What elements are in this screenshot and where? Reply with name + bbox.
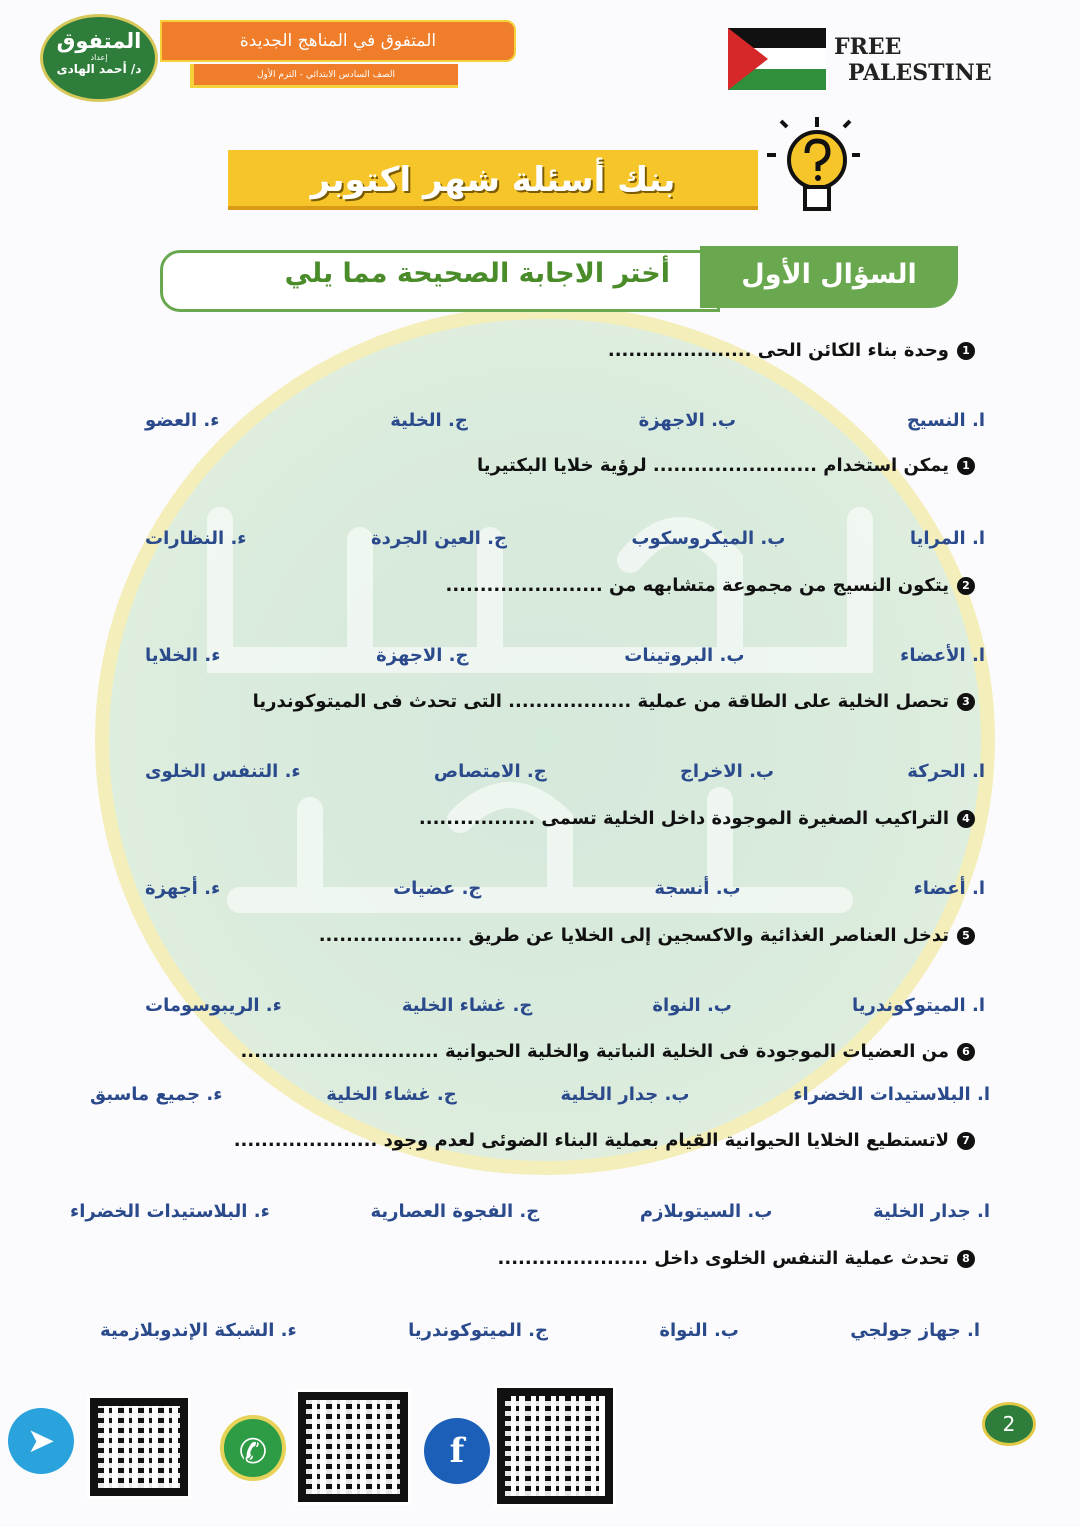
logo	[40, 14, 158, 102]
question-2	[477, 455, 975, 476]
options-7	[90, 1084, 990, 1105]
logo-prepared-by: إعداد	[90, 53, 108, 62]
options-3	[145, 645, 985, 666]
option-b[interactable]: ب. البروتينات	[624, 645, 745, 666]
option-a[interactable]: ا. الأعضاء	[900, 645, 985, 666]
question-text: لاتستطيع الخلايا الحيوانية القيام بعملية البناء الضوئى لعدم وجود .....................	[233, 1130, 949, 1151]
question-7	[240, 1041, 975, 1062]
option-b[interactable]: ب. جدار الخلية	[560, 1084, 690, 1105]
option-b[interactable]: ب. الاجهزة	[638, 410, 737, 431]
logo-name: المتفوق	[56, 29, 142, 53]
question-number: 4	[957, 810, 975, 828]
option-d[interactable]: ء. البلاستيدات الخضراء	[70, 1201, 270, 1222]
banner-subtitle: الصف السادس الابتدائي - الترم الأول	[190, 64, 458, 88]
facebook-icon[interactable]: f	[424, 1418, 490, 1484]
option-b[interactable]: ب. الميكروسكوب	[631, 528, 786, 549]
option-c[interactable]: ج. الميتوكوندريا	[408, 1320, 548, 1341]
option-b[interactable]: ب. أنسجة	[654, 878, 741, 899]
question-number: 8	[957, 1250, 975, 1268]
options-5	[145, 878, 985, 899]
option-a[interactable]: ا. المرايا	[909, 528, 985, 549]
question-number: 3	[957, 693, 975, 711]
question-text: يتكون النسيج من مجموعة متشابهه من .......................	[445, 575, 949, 596]
option-c[interactable]: ج. الاجهزة	[376, 645, 469, 666]
lightbulb-question-icon	[762, 115, 862, 225]
logo-author: د/ أحمد الهادى	[56, 62, 142, 76]
question-number: 2	[957, 577, 975, 595]
instruction-text: أختر الاجابة الصحيحة مما يلي	[284, 258, 670, 289]
option-a[interactable]: ا. أعضاء	[913, 878, 985, 899]
option-b[interactable]: ب. الاخراج	[679, 761, 775, 782]
option-a[interactable]: ا. جدار الخلية	[873, 1201, 990, 1222]
question-number: 6	[957, 1043, 975, 1061]
option-c[interactable]: ج. غشاء الخلية	[401, 995, 533, 1016]
palestine-text: PALESTINE	[848, 60, 992, 86]
question-number: 7	[957, 1132, 975, 1150]
option-d[interactable]: ء. أجهزة	[145, 878, 221, 899]
option-a[interactable]: ا. الحركة	[907, 761, 985, 782]
question-3	[446, 575, 976, 596]
option-c[interactable]: ج. الامتصاص	[433, 761, 547, 782]
option-c[interactable]: ج. عضيات	[393, 878, 482, 899]
options-8	[70, 1201, 990, 1222]
telegram-icon[interactable]: ➤	[8, 1408, 74, 1474]
question-text: من العضيات الموجودة فى الخلية النباتية والخلية الحيوانية .............................	[240, 1041, 949, 1062]
question-1	[608, 340, 975, 361]
option-c[interactable]: ج. غشاء الخلية	[326, 1084, 457, 1105]
question-text: التراكيب الصغيرة الموجودة داخل الخلية تسمى .................	[418, 808, 949, 829]
options-6	[145, 995, 985, 1016]
option-d[interactable]: ء. الريبوسومات	[145, 995, 282, 1016]
option-d[interactable]: ء. الشبكة الإندوبلازمية	[100, 1320, 297, 1341]
option-d[interactable]: ء. الخلايا	[145, 645, 221, 666]
free-text: FREE	[834, 34, 902, 60]
free-palestine-text	[830, 34, 992, 86]
page-title: بنك أسئلة شهر اكتوبر	[228, 150, 758, 210]
option-d[interactable]: ء. العضو	[145, 410, 220, 431]
question-9	[498, 1248, 975, 1269]
page-number: 2	[982, 1402, 1036, 1446]
question-4	[253, 691, 975, 712]
option-c[interactable]: ج. الخلية	[390, 410, 468, 431]
option-d[interactable]: ء. جميع ماسبق	[90, 1084, 223, 1105]
question-text: تحدث عملية التنفس الخلوى داخل ......................	[497, 1248, 949, 1269]
banner-title: المتفوق في المناهج الجديدة	[160, 20, 516, 62]
whatsapp-icon[interactable]: ✆	[220, 1415, 286, 1481]
qr-code-telegram[interactable]	[90, 1398, 188, 1496]
palestine-flag-icon	[728, 28, 826, 90]
option-a[interactable]: ا. النسيج	[906, 410, 985, 431]
question-number: 1	[957, 457, 975, 475]
option-b[interactable]: ب. النواة	[652, 995, 732, 1016]
question-section-tab: السؤال الأول	[700, 246, 958, 308]
qr-code-whatsapp[interactable]	[298, 1392, 408, 1502]
option-c[interactable]: ج. الفجوة العصارية	[370, 1201, 540, 1222]
option-d[interactable]: ء. التنفس الخلوى	[145, 761, 301, 782]
options-2	[145, 528, 985, 549]
question-text: يمكن استخدام ........................ لرؤية خلايا البكتيريا	[476, 455, 949, 476]
qr-code-facebook[interactable]	[497, 1388, 613, 1504]
option-b[interactable]: ب. السيتوبلازم	[639, 1201, 773, 1222]
options-1	[145, 410, 985, 431]
question-number: 1	[957, 342, 975, 360]
option-a[interactable]: ا. البلاستيدات الخضراء	[793, 1084, 990, 1105]
question-6	[319, 925, 975, 946]
option-c[interactable]: ج. العين الجردة	[370, 528, 507, 549]
option-a[interactable]: ا. جهاز جولجي	[850, 1320, 980, 1341]
question-8	[234, 1130, 975, 1151]
question-text: تدخل العناصر الغذائية والاكسجين إلى الخلايا عن طريق .....................	[318, 925, 949, 946]
question-number: 5	[957, 927, 975, 945]
options-9	[100, 1320, 980, 1341]
option-b[interactable]: ب. النواة	[659, 1320, 739, 1341]
question-text: تحصل الخلية على الطاقة من عملية .................. التى تحدث فى الميتوكوندريا	[252, 691, 949, 712]
options-4	[145, 761, 985, 782]
question-5	[419, 808, 975, 829]
option-a[interactable]: ا. الميتوكوندريا	[851, 995, 985, 1016]
option-d[interactable]: ء. النظارات	[145, 528, 247, 549]
question-text: وحدة بناء الكائن الحى .....................	[607, 340, 949, 361]
